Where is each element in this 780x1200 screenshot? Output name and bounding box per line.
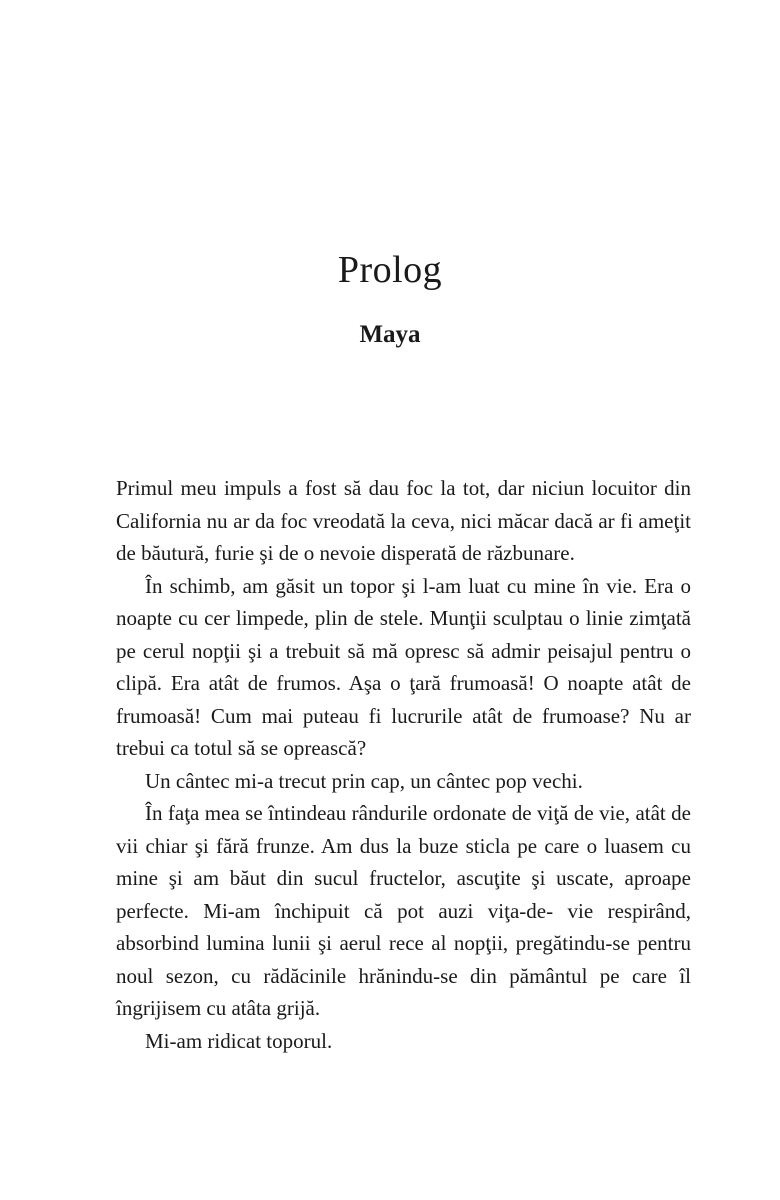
body-text	[116, 472, 691, 1057]
paragraph: În faţa mea se întindeau rândurile ordonate de viţă de vie, atât de vii chiar şi fără frunze. Am dus la buze sticla pe care o luasem cu mine şi am băut din sucul fructelor, ascuţite şi uscate, aproape perfecte. Mi-am închipuit că pot auzi viţa-de- vie respirând, absorbind lumina lunii şi aerul rece al nopţii, pregătindu-se pentru noul sezon, cu rădăcinile hrănindu-se din pământul pe care îl îngrijisem cu atâta grijă.	[116, 801, 691, 1020]
chapter-title: Prolog	[337, 249, 443, 291]
paragraph: În schimb, am găsit un topor şi l-am luat cu mine în vie. Era o noapte cu cer limpede, plin de stele. Munţii sculptau o linie zimţată pe cerul nopţii şi a trebuit să mă opresc să admir peisajul pentru o clipă. Era atât de frumos. Aşa o ţară frumoasă! O noapte atât de frumoasă! Cum mai puteau fi lucrurile atât de frumoase? Nu ar trebui ca totul să se oprească?	[116, 573, 691, 760]
paragraph: Primul meu impuls a fost să dau foc la tot, dar niciun locuitor din California nu ar da foc vreodată la ceva, nici măcar dacă ar fi ameţit de băutură, furie şi de o nevoie disperată de răzbunare.	[116, 476, 691, 565]
paragraph: Un cântec mi-a trecut prin cap, un cântec pop vechi.	[145, 768, 583, 793]
chapter-subtitle: Maya	[359, 321, 421, 348]
paragraph: Mi-am ridicat toporul.	[145, 1028, 333, 1053]
